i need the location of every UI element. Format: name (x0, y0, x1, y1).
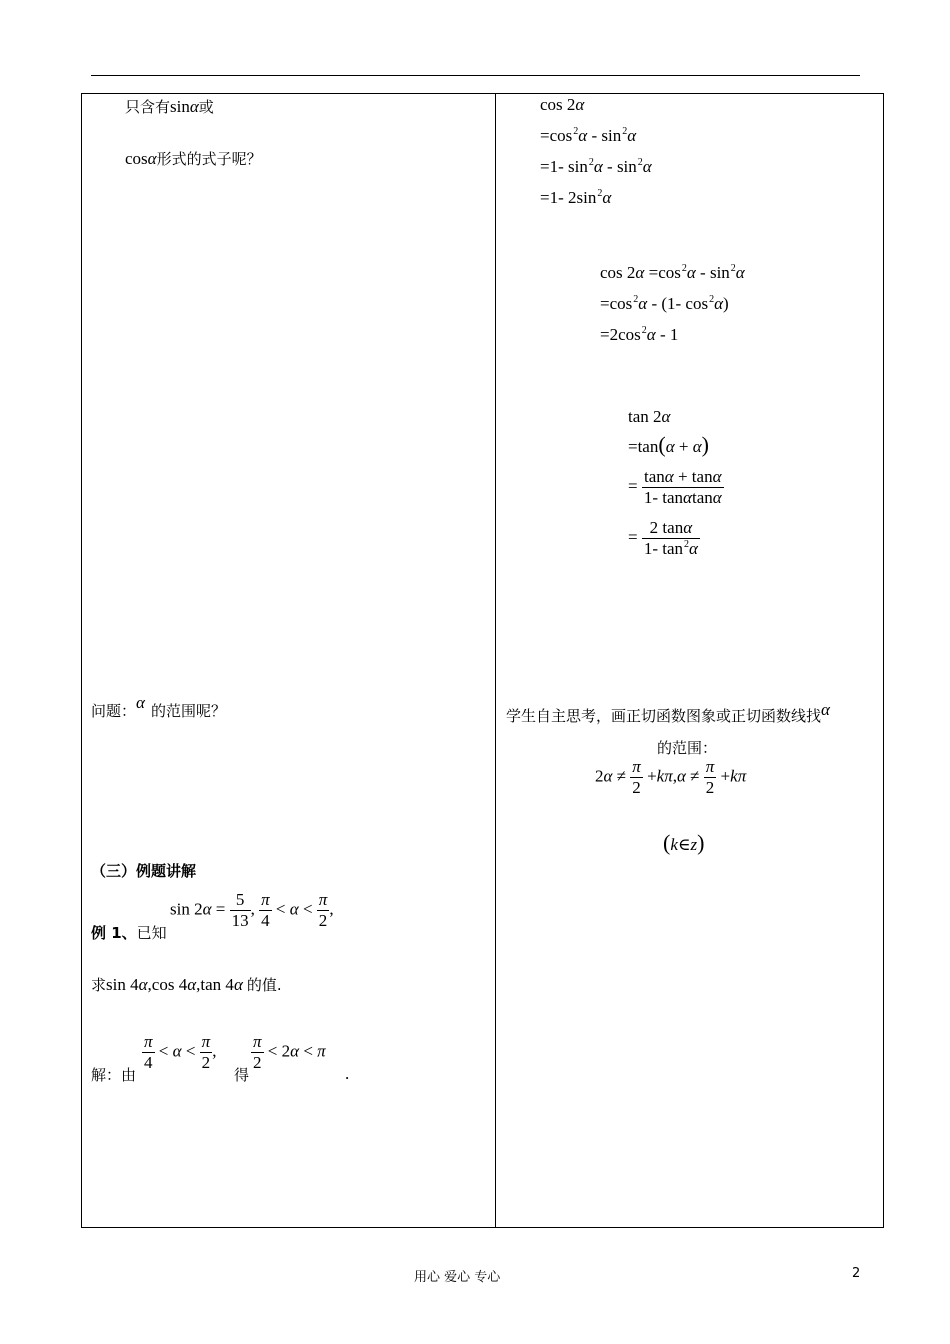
math-sup: 2 (573, 126, 579, 137)
frac-num (642, 518, 700, 538)
text-solution-by: 解：由 (91, 1066, 137, 1084)
derivation1-line3 (540, 157, 652, 177)
math-comma: , (672, 766, 677, 786)
math-alpha: α (683, 488, 692, 507)
math-text: =1- sin (540, 157, 588, 176)
fraction-pi-4 (259, 890, 272, 931)
question-alpha-range (91, 693, 226, 721)
frac-den (642, 538, 700, 559)
frac-den: 2 (200, 1052, 213, 1073)
math-text: tan (691, 488, 713, 507)
frac-den: 13 (231, 911, 249, 930)
frac-den: 2 (704, 777, 717, 798)
math-alpha: α (136, 693, 145, 712)
math-sup: 2 (588, 157, 594, 168)
solution-prefix (91, 1064, 136, 1085)
text-only-contains: 只含有 (125, 98, 171, 116)
math-eq: = (628, 476, 638, 496)
derivation1-line4 (540, 188, 611, 208)
math-k: k (656, 766, 665, 786)
math-cos: cos (125, 149, 148, 168)
fraction-pi-2 (200, 1032, 213, 1073)
math-alpha: α (638, 294, 648, 313)
math-alpha: α (187, 975, 197, 994)
math-text: - sin (607, 157, 637, 176)
text-or: 或 (198, 98, 214, 116)
student-think-text (506, 700, 830, 726)
math-lt: < (267, 1041, 278, 1061)
frac-den: 4 (259, 910, 272, 931)
page-number: 2 (852, 1266, 861, 1281)
math-text: =tan (628, 437, 659, 456)
math-comma: , (250, 899, 255, 919)
math-sup: 2 (641, 325, 647, 336)
math-sup: 2 (597, 188, 603, 199)
math-text: tan (644, 467, 665, 486)
math-k: k (730, 766, 738, 786)
frac-num: π (705, 757, 715, 776)
math-alpha: α (290, 1041, 300, 1061)
math-alpha: α (664, 467, 674, 486)
math-eq: = (628, 527, 638, 547)
fraction-pi-2 (704, 757, 717, 798)
math-tan4: tan 4 (200, 975, 234, 994)
math-cos2: cos 2 (540, 95, 576, 114)
math-alpha: α (147, 149, 157, 168)
solution-inequality-2 (251, 1032, 326, 1073)
text-form-question: 形式的式子呢？ (156, 150, 262, 168)
example-given-expression (170, 890, 334, 931)
math-text: =cos (648, 263, 681, 282)
derivation2-line1 (600, 263, 745, 283)
math-text: - (1- cos (651, 294, 709, 313)
math-text: =cos (540, 126, 573, 145)
question-label: 问题： (91, 702, 137, 720)
frac-den: 2 (630, 777, 643, 798)
math-text: - sin (591, 126, 622, 145)
math-paren: ) (697, 830, 705, 855)
example-number: 例 1、 (91, 924, 137, 942)
k-in-z (663, 830, 704, 856)
math-comma: , (329, 899, 334, 919)
math-alpha: α (661, 407, 671, 426)
section-title: （三）例题讲解 (91, 862, 197, 880)
fraction-pi-4 (142, 1032, 155, 1073)
math-alpha: α (642, 157, 652, 176)
frac-num: π (144, 1032, 153, 1051)
math-alpha: α (692, 437, 702, 456)
math-alpha: α (189, 97, 199, 116)
derivation2-line2 (600, 294, 729, 314)
math-alpha: α (593, 157, 603, 176)
math-text: =cos (600, 294, 633, 313)
derivation2-line3 (600, 325, 678, 345)
math-z: z (690, 835, 698, 854)
derivation1-line2 (540, 126, 636, 146)
math-text: - sin (700, 263, 730, 282)
math-alpha: α (683, 518, 693, 537)
math-alpha: α (289, 899, 299, 919)
math-alpha: α (646, 325, 656, 344)
column-divider (495, 93, 496, 1228)
frac-den (642, 487, 724, 508)
math-paren: ( (658, 432, 666, 457)
text-known: 已知 (136, 924, 167, 942)
math-sup: 2 (681, 263, 687, 274)
derivation3-line3 (628, 467, 724, 508)
math-lt: < (158, 1041, 169, 1061)
text-value: 的值. (246, 976, 282, 994)
math-sup: 2 (622, 126, 628, 137)
math-pi: π (664, 766, 673, 786)
math-lt: < (302, 899, 313, 919)
frac-den: 2 (317, 910, 330, 931)
math-alpha: α (138, 975, 148, 994)
math-neq: ≠ (690, 766, 700, 786)
math-2: 2 (595, 766, 604, 786)
math-sin2: sin 2 (170, 899, 203, 919)
math-alpha: α (712, 488, 722, 507)
derivation3-line2 (628, 432, 709, 458)
derivation1-line1 (540, 95, 584, 115)
math-alpha: α (714, 294, 724, 313)
text-get: 得 (234, 1066, 250, 1084)
math-alpha: α (233, 975, 243, 994)
math-text: =1- 2sin (540, 188, 597, 207)
derivation3-line1 (628, 407, 670, 427)
math-paren: ) (701, 432, 709, 457)
math-k: k (670, 835, 678, 854)
math-plus: + (720, 766, 731, 786)
math-alpha: α (172, 1041, 182, 1061)
math-alpha: α (635, 263, 645, 282)
math-alpha: α (627, 126, 637, 145)
math-sin: sin (170, 97, 190, 116)
math-comma: , (196, 975, 201, 994)
math-pi: π (317, 1041, 326, 1061)
math-alpha: α (578, 126, 588, 145)
frac-den: 4 (142, 1052, 155, 1073)
math-alpha: α (575, 95, 585, 114)
fraction-tan-sum (642, 467, 724, 508)
frac-num: π (261, 890, 270, 909)
math-sup: 2 (730, 263, 736, 274)
fraction-tan-double (642, 518, 700, 559)
math-text: 2 tan (649, 518, 684, 537)
math-neq: ≠ (616, 766, 627, 786)
text-student-think: 学生自主思考，画正切函数图象或正切函数线找 (506, 707, 822, 725)
math-sup: 2 (633, 294, 639, 305)
math-text: - 1 (659, 325, 679, 344)
math-paren: ( (663, 830, 671, 855)
math-alpha: α (676, 766, 686, 786)
student-think-range: 的范围： (657, 739, 718, 757)
math-text: cos 2 (600, 263, 636, 282)
math-alpha: α (689, 539, 698, 558)
math-alpha: α (603, 766, 613, 786)
text-range-question: 的范围呢？ (150, 702, 226, 720)
fraction-pi-2 (630, 757, 643, 798)
derivation3-line4 (628, 518, 700, 559)
math-alpha: α (602, 188, 612, 207)
math-cos4: cos 4 (151, 975, 188, 994)
math-alpha: α (686, 263, 696, 282)
math-lt: < (303, 1041, 313, 1061)
frac-num: π (201, 1032, 211, 1051)
math-eq: = (215, 899, 226, 919)
solution-inequality-1 (142, 1032, 216, 1073)
math-text: + tan (677, 467, 713, 486)
frac-num: 5 (235, 890, 245, 909)
solution-get (234, 1064, 249, 1085)
math-sup: 2 (709, 294, 715, 305)
math-sup: 2 (637, 157, 643, 168)
fraction-5-13 (230, 890, 251, 931)
math-text: tan 2 (628, 407, 662, 426)
math-comma: , (147, 975, 152, 994)
question-sin-or (125, 96, 214, 117)
math-sup: 2 (684, 539, 690, 550)
math-text: ) (723, 294, 729, 313)
math-plus: + (647, 766, 657, 786)
math-pi: π (737, 766, 747, 786)
text-find: 求 (91, 976, 107, 994)
example-label (91, 922, 167, 943)
frac-num: π (632, 757, 641, 776)
solution-period: . (345, 1064, 350, 1083)
math-alpha: α (821, 700, 830, 719)
fraction-pi-2 (251, 1032, 264, 1073)
math-comma: , (212, 1041, 217, 1061)
math-lt: < (185, 1041, 196, 1061)
math-in: ∈ (677, 835, 691, 854)
math-alpha: α (665, 437, 675, 456)
frac-num (642, 467, 724, 487)
fraction-pi-2 (317, 890, 330, 931)
math-text: 1- tan (643, 539, 684, 558)
math-text: 1- tan (643, 488, 684, 507)
question-cos-form (125, 148, 262, 169)
math-lt: < (275, 899, 286, 919)
math-2: 2 (281, 1041, 291, 1061)
frac-num: π (253, 1032, 262, 1051)
math-sin4: sin 4 (106, 975, 139, 994)
math-alpha: α (202, 899, 212, 919)
math-plus: + (678, 437, 689, 456)
math-alpha: α (735, 263, 745, 282)
frac-den: 2 (251, 1052, 264, 1073)
footer-slogan: 用心 爱心 专心 (414, 1270, 501, 1285)
math-alpha: α (712, 467, 722, 486)
frac-num: π (318, 890, 328, 909)
header-rule (91, 75, 860, 76)
math-text: =2cos (600, 325, 641, 344)
example-ask (91, 974, 282, 995)
range-condition (595, 757, 746, 798)
